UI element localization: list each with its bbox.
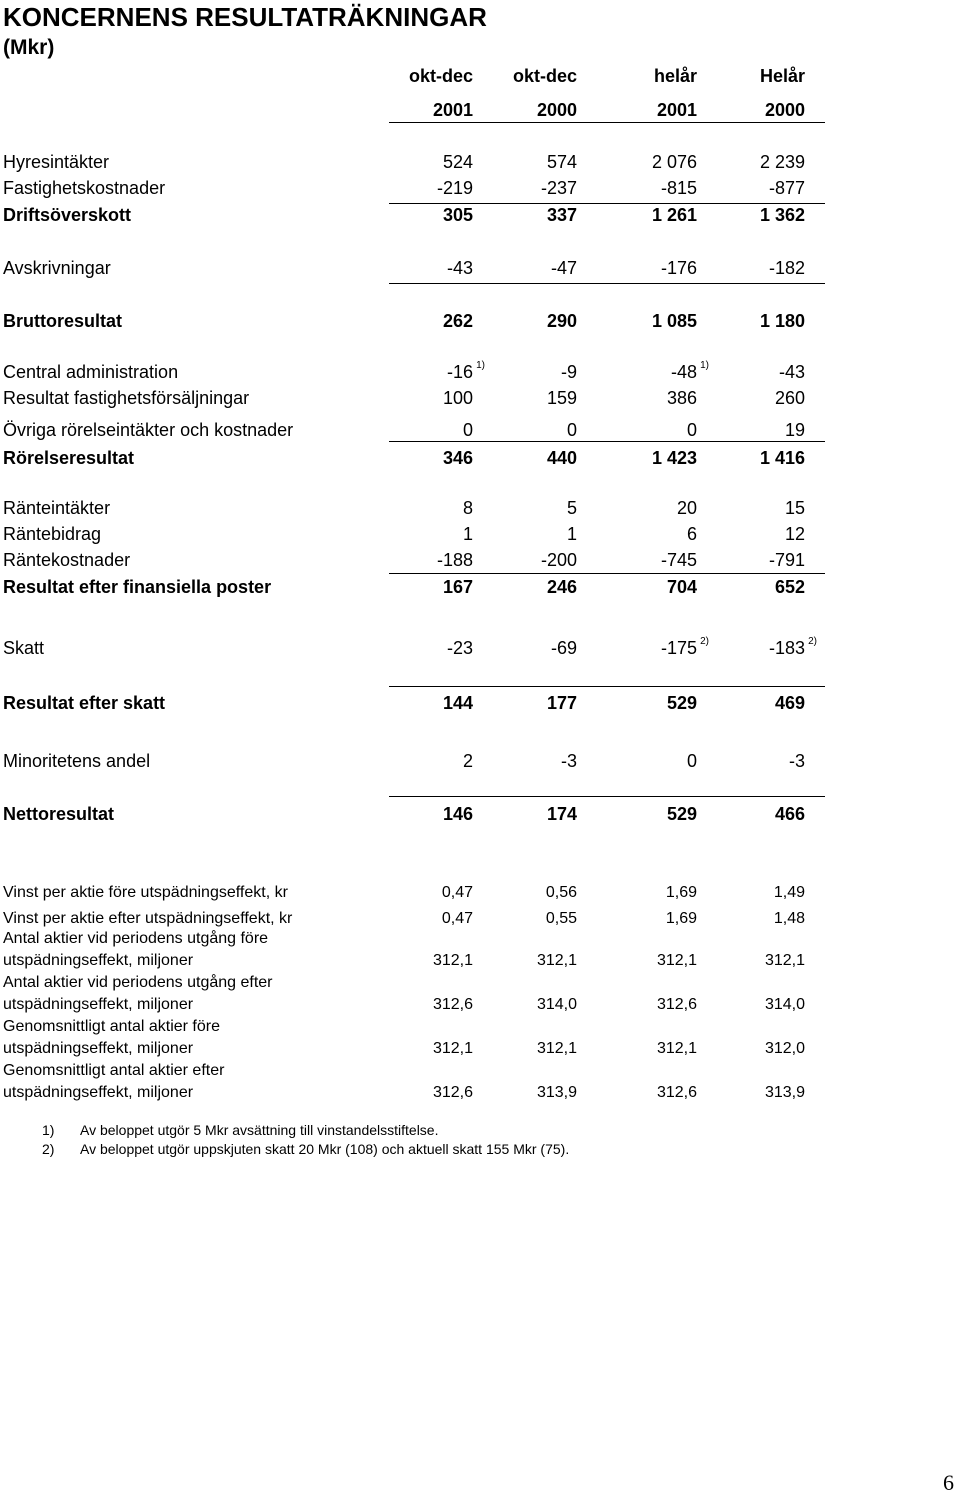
column-header-year: 2001 — [432, 100, 473, 120]
share-table-cell: 314,0 — [536, 996, 577, 1013]
table-cell: -3 — [788, 751, 805, 771]
share-row-label: Genomsnittligt antal aktier före — [3, 1018, 220, 1035]
table-cell: 8 — [462, 498, 473, 518]
footnote-text: Av beloppet utgör 5 Mkr avsättning till vinstandelsstiftelse. — [80, 1122, 439, 1138]
table-cell: 1 180 — [759, 311, 805, 331]
share-row-label: utspädningseffekt, miljoner — [3, 1040, 194, 1057]
table-cell: 0 — [686, 420, 697, 440]
column-header-period: Helår — [759, 66, 805, 86]
table-cell: 1 085 — [651, 311, 697, 331]
table-cell: 469 — [774, 693, 805, 713]
table-cell: 0 — [462, 420, 473, 440]
table-cell: -69 — [550, 638, 577, 658]
table-cell: 0 — [686, 751, 697, 771]
table-cell: -200 — [540, 550, 577, 570]
subtotal-rule — [389, 686, 825, 687]
column-header-period: okt-dec — [408, 66, 473, 86]
column-header-year: 2001 — [656, 100, 697, 120]
column-header-period: okt-dec — [512, 66, 577, 86]
page-title: KONCERNENS RESULTATRÄKNINGAR — [3, 2, 487, 32]
table-cell: 440 — [546, 448, 577, 468]
subtotal-rule — [389, 796, 825, 797]
table-cell: -791 — [768, 550, 805, 570]
table-cell: 2 239 — [759, 152, 805, 172]
table-cell: 2 076 — [651, 152, 697, 172]
table-cell: 529 — [666, 804, 697, 824]
share-table-cell: 0,47 — [441, 910, 473, 927]
share-table-cell: 312,1 — [432, 952, 473, 969]
table-cell: 1 416 — [759, 448, 805, 468]
subtotal-rule — [389, 283, 825, 284]
share-table-cell: 312,6 — [432, 996, 473, 1013]
table-cell: 15 — [784, 498, 805, 518]
table-cell: 167 — [442, 577, 473, 597]
table-cell: 2 — [462, 751, 473, 771]
table-cell: 5 — [566, 498, 577, 518]
share-table-cell: 312,0 — [764, 1040, 805, 1057]
row-label: Avskrivningar — [3, 258, 111, 278]
table-cell: 652 — [774, 577, 805, 597]
row-label: Resultat efter finansiella poster — [3, 577, 272, 597]
share-row-label: Genomsnittligt antal aktier efter — [3, 1062, 225, 1079]
table-cell: -43 — [446, 258, 473, 278]
share-table-cell: 0,47 — [441, 884, 473, 901]
subtotal-rule — [389, 441, 825, 442]
column-header-year: 2000 — [536, 100, 577, 120]
share-table-cell: 312,6 — [656, 1084, 697, 1101]
share-table-cell: 312,1 — [432, 1040, 473, 1057]
table-cell: 6 — [686, 524, 697, 544]
share-row-label: Antal aktier vid periodens utgång efter — [3, 974, 273, 991]
share-table-cell: 1,49 — [773, 884, 805, 901]
row-label: Central administration — [3, 362, 179, 382]
footnote-number: 1) — [42, 1122, 55, 1138]
table-cell: 305 — [442, 205, 473, 225]
column-header-year: 2000 — [764, 100, 805, 120]
share-table-cell: 313,9 — [764, 1084, 805, 1101]
table-cell: 386 — [666, 388, 697, 408]
share-table-cell: 312,6 — [656, 996, 697, 1013]
subtotal-rule — [389, 203, 825, 204]
table-cell: -43 — [778, 362, 805, 382]
share-row-label: utspädningseffekt, miljoner — [3, 996, 194, 1013]
table-cell: -3 — [560, 751, 577, 771]
table-cell: 574 — [546, 152, 577, 172]
table-cell: -176 — [660, 258, 697, 278]
table-cell: -877 — [768, 178, 805, 198]
subtotal-rule — [389, 573, 825, 574]
share-table-cell: 312,1 — [764, 952, 805, 969]
share-row-label: utspädningseffekt, miljoner — [3, 952, 194, 969]
table-cell: -182 — [768, 258, 805, 278]
share-table-cell: 312,6 — [432, 1084, 473, 1101]
unit-subtitle: (Mkr) — [3, 36, 55, 59]
share-table-cell: 312,1 — [656, 952, 697, 969]
share-row-label: Antal aktier vid periodens utgång före — [3, 930, 269, 947]
table-cell: 524 — [442, 152, 473, 172]
row-label: Ränteintäkter — [3, 498, 111, 518]
table-cell: 262 — [442, 311, 473, 331]
table-cell: -183 — [768, 638, 805, 658]
table-cell: 246 — [546, 577, 577, 597]
table-cell: 290 — [546, 311, 577, 331]
table-cell: -188 — [436, 550, 473, 570]
row-label: Räntebidrag — [3, 524, 102, 544]
share-table-cell: 1,69 — [665, 910, 697, 927]
share-table-cell: 0,55 — [545, 910, 577, 927]
footnote-marker: 2) — [808, 636, 817, 647]
table-cell: 0 — [566, 420, 577, 440]
table-cell: 12 — [784, 524, 805, 544]
table-cell: -237 — [540, 178, 577, 198]
footnote-marker: 2) — [700, 636, 709, 647]
share-row-label: Vinst per aktie efter utspädningseffekt, kr — [3, 910, 293, 927]
table-cell: 159 — [546, 388, 577, 408]
share-table-cell: 312,1 — [536, 1040, 577, 1057]
footnote-marker: 1) — [700, 360, 709, 371]
row-label: Minoritetens andel — [3, 751, 151, 771]
table-cell: 704 — [666, 577, 697, 597]
table-cell: 1 362 — [759, 205, 805, 225]
footnote-text: Av beloppet utgör uppskjuten skatt 20 Mkr (108) och aktuell skatt 155 Mkr (75). — [80, 1141, 570, 1157]
row-label: Hyresintäkter — [3, 152, 110, 172]
table-cell: 146 — [442, 804, 473, 824]
footnote-number: 2) — [42, 1141, 55, 1157]
share-table-cell: 312,1 — [536, 952, 577, 969]
row-label: Bruttoresultat — [3, 311, 123, 331]
row-label: Driftsöverskott — [3, 205, 132, 225]
table-cell: 466 — [774, 804, 805, 824]
table-cell: 1 — [462, 524, 473, 544]
table-cell: 260 — [774, 388, 805, 408]
table-cell: 144 — [442, 693, 473, 713]
table-cell: 337 — [546, 205, 577, 225]
table-cell: -9 — [560, 362, 577, 382]
table-cell: -48 — [670, 362, 697, 382]
share-table-cell: 1,69 — [665, 884, 697, 901]
share-table-cell: 0,56 — [545, 884, 577, 901]
header-rule — [389, 122, 825, 123]
table-cell: -219 — [436, 178, 473, 198]
row-label: Nettoresultat — [3, 804, 115, 824]
table-cell: -175 — [660, 638, 697, 658]
row-label: Fastighetskostnader — [3, 178, 166, 198]
share-table-cell: 314,0 — [764, 996, 805, 1013]
table-cell: 529 — [666, 693, 697, 713]
table-cell: -745 — [660, 550, 697, 570]
share-table-cell: 313,9 — [536, 1084, 577, 1101]
share-table-cell: 312,1 — [656, 1040, 697, 1057]
table-cell: 1 261 — [651, 205, 697, 225]
row-label: Resultat fastighetsförsäljningar — [3, 388, 250, 408]
row-label: Rörelseresultat — [3, 448, 135, 468]
table-cell: 1 423 — [651, 448, 697, 468]
row-label: Övriga rörelseintäkter och kostnader — [3, 420, 294, 440]
share-row-label: Vinst per aktie före utspädningseffekt, kr — [3, 884, 288, 901]
page-number: 6 — [943, 1470, 954, 1495]
share-table-cell: 1,48 — [773, 910, 805, 927]
table-cell: 174 — [546, 804, 577, 824]
table-cell: 20 — [676, 498, 697, 518]
share-row-label: utspädningseffekt, miljoner — [3, 1084, 194, 1101]
table-cell: 19 — [784, 420, 805, 440]
row-label: Räntekostnader — [3, 550, 131, 570]
row-label: Resultat efter skatt — [3, 693, 166, 713]
table-cell: 177 — [546, 693, 577, 713]
table-cell: -815 — [660, 178, 697, 198]
table-cell: -23 — [446, 638, 473, 658]
table-cell: 1 — [566, 524, 577, 544]
column-header-period: helår — [653, 66, 697, 86]
table-cell: 346 — [442, 448, 473, 468]
table-cell: -16 — [446, 362, 473, 382]
footnote-marker: 1) — [476, 360, 485, 371]
row-label: Skatt — [3, 638, 45, 658]
table-cell: -47 — [550, 258, 577, 278]
table-cell: 100 — [442, 388, 473, 408]
